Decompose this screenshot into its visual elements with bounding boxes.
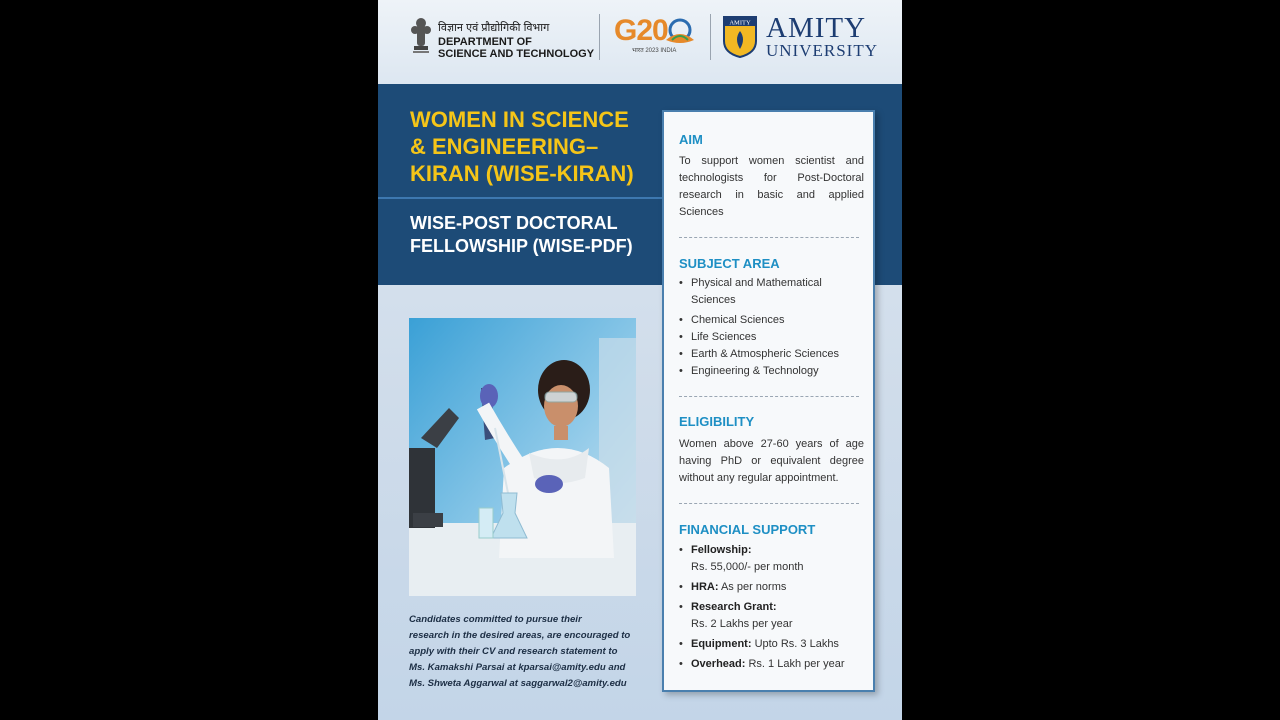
hra-label: HRA: [691, 581, 719, 593]
amity-university-label: UNIVERSITY [766, 41, 878, 60]
list-item [679, 542, 864, 576]
eligibility-text: Women above 27-60 years of age having PhD or equivalent degree without any regular appointment. [679, 438, 864, 484]
g20-subtitle: भारत 2023 INDIA [632, 48, 677, 54]
header-divider [710, 14, 711, 60]
fellowship-value: Rs. 55,000/- per month [691, 561, 804, 573]
list-item: • Engineering & Technology [679, 363, 864, 380]
equipment-value: Upto Rs. 3 Lakhs [754, 638, 839, 650]
list-item: • Life Sciences [679, 329, 864, 346]
eligibility-section [679, 414, 864, 487]
research-grant-value: Rs. 2 Lakhs per year [691, 618, 793, 630]
aim-heading: AIM [679, 132, 703, 147]
overhead-value: Rs. 1 Lakh per year [748, 658, 845, 670]
list-item [679, 579, 864, 596]
dst-name-line1: DEPARTMENT OF [438, 36, 532, 48]
list-item [679, 599, 864, 633]
overhead-label: Overhead: [691, 658, 746, 670]
financial-support-list [679, 542, 864, 673]
list-item: • Chemical Sciences [679, 312, 864, 329]
eligibility-heading: ELIGIBILITY [679, 414, 755, 429]
aim-section [679, 132, 864, 221]
financial-support-section [679, 522, 864, 676]
equipment-label: Equipment: [691, 638, 752, 650]
fellowship-label: Fellowship: [691, 544, 752, 556]
list-item: • Physical and Mathematical Sciences [679, 275, 864, 309]
program-title: WOMEN IN SCIENCE & ENGINEERING– KIRAN (WISE-KIRAN) [410, 107, 634, 186]
list-item: • Earth & Atmospheric Sciences [679, 346, 864, 363]
application-note: Candidates committed to pursue their research in the desired areas, are encouraged to apply with their CV and research statement to Ms. Kamakshi Parsai at kparsai@amity.edu and Ms. Shweta Aggarwal at saggarwal2@amity.edu [409, 614, 631, 689]
hra-value: As per norms [720, 581, 787, 593]
program-subtitle: WISE-POST DOCTORAL FELLOWSHIP (WISE-PDF) [410, 213, 633, 256]
amity-shield-icon [722, 15, 758, 59]
national-emblem-icon [410, 16, 432, 56]
aim-text: To support women scientist and technologists for Post-Doctoral research in basic and applied Sciences [679, 155, 864, 218]
header-divider [599, 14, 600, 60]
g20-logo-text: G20 [614, 14, 668, 47]
g20-logo [614, 16, 700, 60]
section-divider [679, 503, 859, 504]
research-grant-label: Research Grant: [691, 601, 777, 613]
fellowship-poster [378, 0, 902, 720]
section-divider [679, 396, 859, 397]
scientist-lab-photo [409, 318, 636, 596]
amity-name: AMITY [766, 12, 867, 44]
section-divider [679, 237, 859, 238]
details-card [662, 110, 875, 692]
logo-header [378, 0, 902, 84]
list-item [679, 636, 864, 653]
financial-support-heading: FINANCIAL SUPPORT [679, 522, 816, 537]
subject-area-section [679, 256, 864, 380]
subject-area-heading: SUBJECT AREA [679, 256, 780, 271]
amity-shield-label: AMITY [729, 19, 751, 27]
amity-wordmark [766, 14, 878, 60]
title-divider-line [378, 197, 663, 199]
dst-hindi-name: विज्ञान एवं प्रौद्योगिकी विभाग [438, 22, 550, 34]
list-item [679, 656, 864, 673]
dst-name-line2: SCIENCE AND TECHNOLOGY [438, 48, 595, 60]
subject-area-list [679, 275, 864, 380]
dst-logo-text [438, 22, 594, 60]
lotus-globe-icon [662, 18, 698, 48]
